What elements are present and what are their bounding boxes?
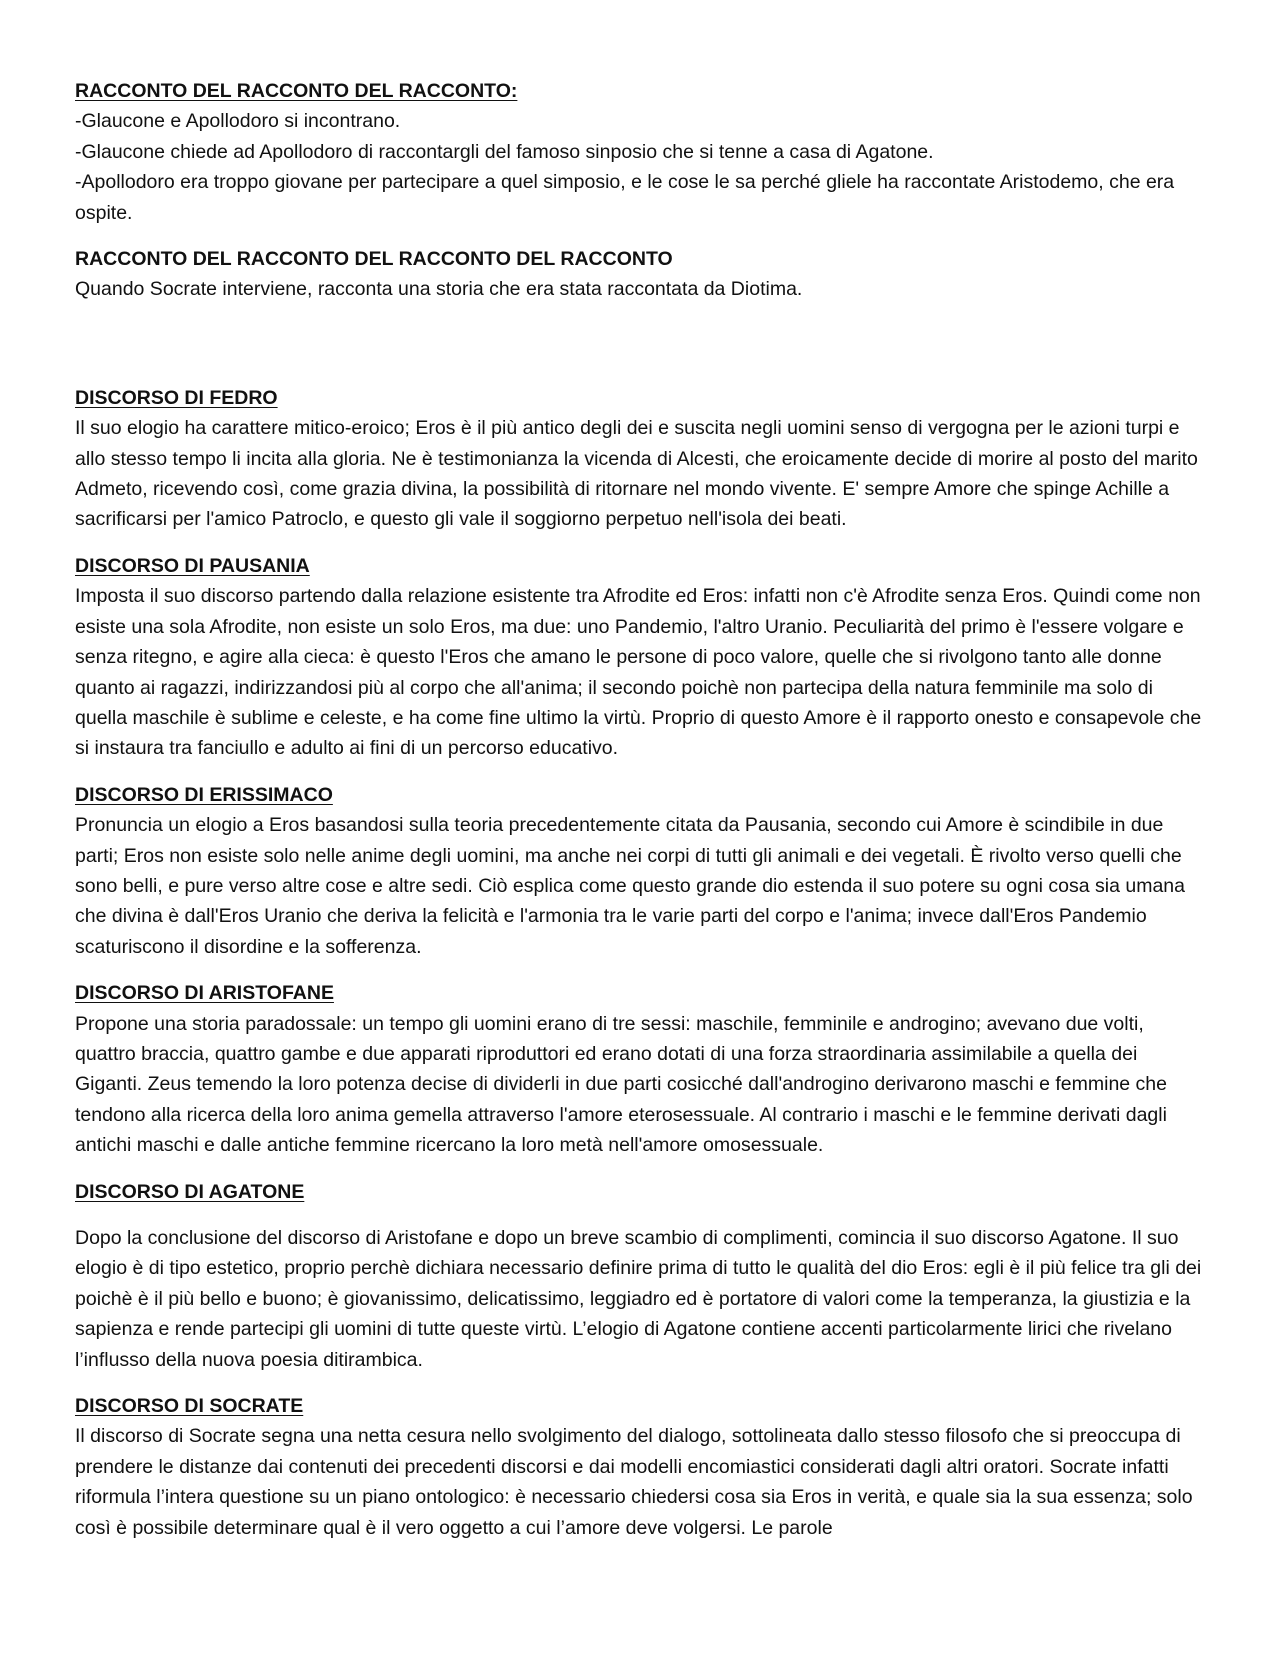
section-heading: DISCORSO DI AGATONE	[75, 1180, 305, 1203]
intro-heading: RACCONTO DEL RACCONTO DEL RACCONTO:	[75, 80, 518, 102]
intro2-section	[75, 244, 1205, 305]
heading-gap	[75, 1207, 1205, 1223]
section-socrate	[75, 1391, 1205, 1543]
section-text: Pronuncia un elogio a Eros basandosi sulla teoria precedentemente citata da Pausania, secondo cui Amore è scindibile in due parti; Eros non esiste solo nelle anime degli uomini, ma anche nei corpi di tutti gli animali e dei vegetali. È rivolto verso quelli che sono belli, e pure verso altre cose e altre sedi. Ciò esplica come questo grande dio estenda il suo potere su ogni cosa sia umana che divina è dall'Eros Uranio che deriva la felicità e l'armonia tra le varie parti del corpo e l'anima; invece dall'Eros Pandemio scaturiscono il disordine e la sofferenza.	[75, 814, 1185, 958]
intro-line: -Glaucone e Apollodoro si incontrano.	[75, 110, 401, 133]
intro2-heading: RACCONTO DEL RACCONTO DEL RACCONTO DEL RACCONTO	[75, 248, 673, 271]
section-heading: DISCORSO DI FEDRO	[75, 386, 278, 409]
intro-line: -Apollodoro era troppo giovane per partecipare a quel simposio, e le cose le sa perché gliele ha raccontate Aristodemo, che era ospite.	[75, 171, 1175, 224]
section-erissimaco	[75, 780, 1205, 962]
section-text: Dopo la conclusione del discorso di Aristofane e dopo un breve scambio di complimenti, comincia il suo discorso Agatone. Il suo elogio è di tipo estetico, proprio perchè dichiara necessario definire prima di tutto le qualità del dio Eros: egli è il più felice tra gli dei poichè è il più bello e buono; è giovanissimo, delicatissimo, leggiadro ed è portatore di valori come la temperanza, la giustizia e la sapienza e rende partecipi gli uomini di tutte queste virtù. L’elogio di Agatone contiene accenti particolarmente lirici che rivelano l’influsso della nuova poesia ditirambica.	[75, 1227, 1202, 1371]
section-heading: DISCORSO DI ERISSIMACO	[75, 783, 333, 806]
section-text: Propone una storia paradossale: un tempo gli uomini erano di tre sessi: maschile, femminile e androgino; avevano due volti, quattro braccia, quattro gambe e due apparati riproduttori ed erano dotati di una forza straordinaria assimilabile a quella dei Giganti. Zeus temendo la loro potenza decise di dividerli in due parti cosicché dall'androgino derivarono maschi e femmine che tendono alla ricerca della loro anima gemella attraverso l'amore eterosessuale. Al contrario i maschi e le femmine derivati dagli antichi maschi e dalle antiche femmine ricercano la loro metà nell'amore omosessuale.	[75, 1012, 1167, 1157]
section-pausania	[75, 551, 1205, 764]
section-agatone	[75, 1177, 1205, 1375]
section-text: Imposta il suo discorso partendo dalla relazione esistente tra Afrodite ed Eros: infatti non c'è Afrodite senza Eros. Quindi come non esiste una sola Afrodite, non esiste un solo Eros, ma due: uno Pandemio, l'altro Uranio. Peculiarità del primo è l'essere volgare e senza ritegno, e agire alla cieca: è questo l'Eros che amano le persone di poco valore, quelle che si rivolgono tanto alle donne quanto ai ragazzi, indirizzandosi più al corpo che all'anima; il secondo poichè non partecipa della natura femminile ma solo di quella maschile è sublime e celeste, e ha come fine ultimo la virtù. Proprio di questo Amore è il rapporto onesto e consapevole che si instaura tra fanciullo e adulto ai fini di un percorso educativo.	[75, 585, 1202, 760]
section-heading: DISCORSO DI PAUSANIA	[75, 554, 310, 577]
document-page	[75, 76, 1205, 1559]
intro2-text: Quando Socrate interviene, racconta una storia che era stata raccontata da Diotima.	[75, 278, 803, 301]
blank-space	[75, 321, 1205, 383]
section-heading: DISCORSO DI SOCRATE	[75, 1395, 304, 1418]
section-heading: DISCORSO DI ARISTOFANE	[75, 982, 334, 1005]
intro-line: -Glaucone chiede ad Apollodoro di raccontargli del famoso sinposio che si tenne a casa di Agatone.	[75, 140, 934, 163]
section-text: Il discorso di Socrate segna una netta cesura nello svolgimento del dialogo, sottolineata dallo stesso filosofo che si preoccupa di prendere le distanze dai contenuti dei precedenti discorsi e dai modelli encomiastici considerati dagli altri oratori. Socrate infatti riformula l’intera questione su un piano ontologico: è necessario chiedersi cosa sia Eros in verità, e quale sia la sua essenza; solo così è possibile determinare qual è il vero oggetto a cui l’amore deve volgersi. Le parole	[75, 1425, 1193, 1539]
section-text: Il suo elogio ha carattere mitico-eroico; Eros è il più antico degli dei e suscita negli uomini senso di vergogna per le azioni turpi e allo stesso tempo li incita alla gloria. Ne è testimonianza la vicenda di Alcesti, che eroicamente decide di morire al posto del marito Admeto, ricevendo così, come grazia divina, la possibilità di ritornare nel mondo vivente. E' sempre Amore che spinge Achille a sacrificarsi per l'amico Patroclo, e questo gli vale il soggiorno perpetuo nell'isola dei beati.	[75, 417, 1198, 531]
section-aristofane	[75, 978, 1205, 1160]
intro-section	[75, 76, 1205, 228]
section-fedro	[75, 383, 1205, 535]
